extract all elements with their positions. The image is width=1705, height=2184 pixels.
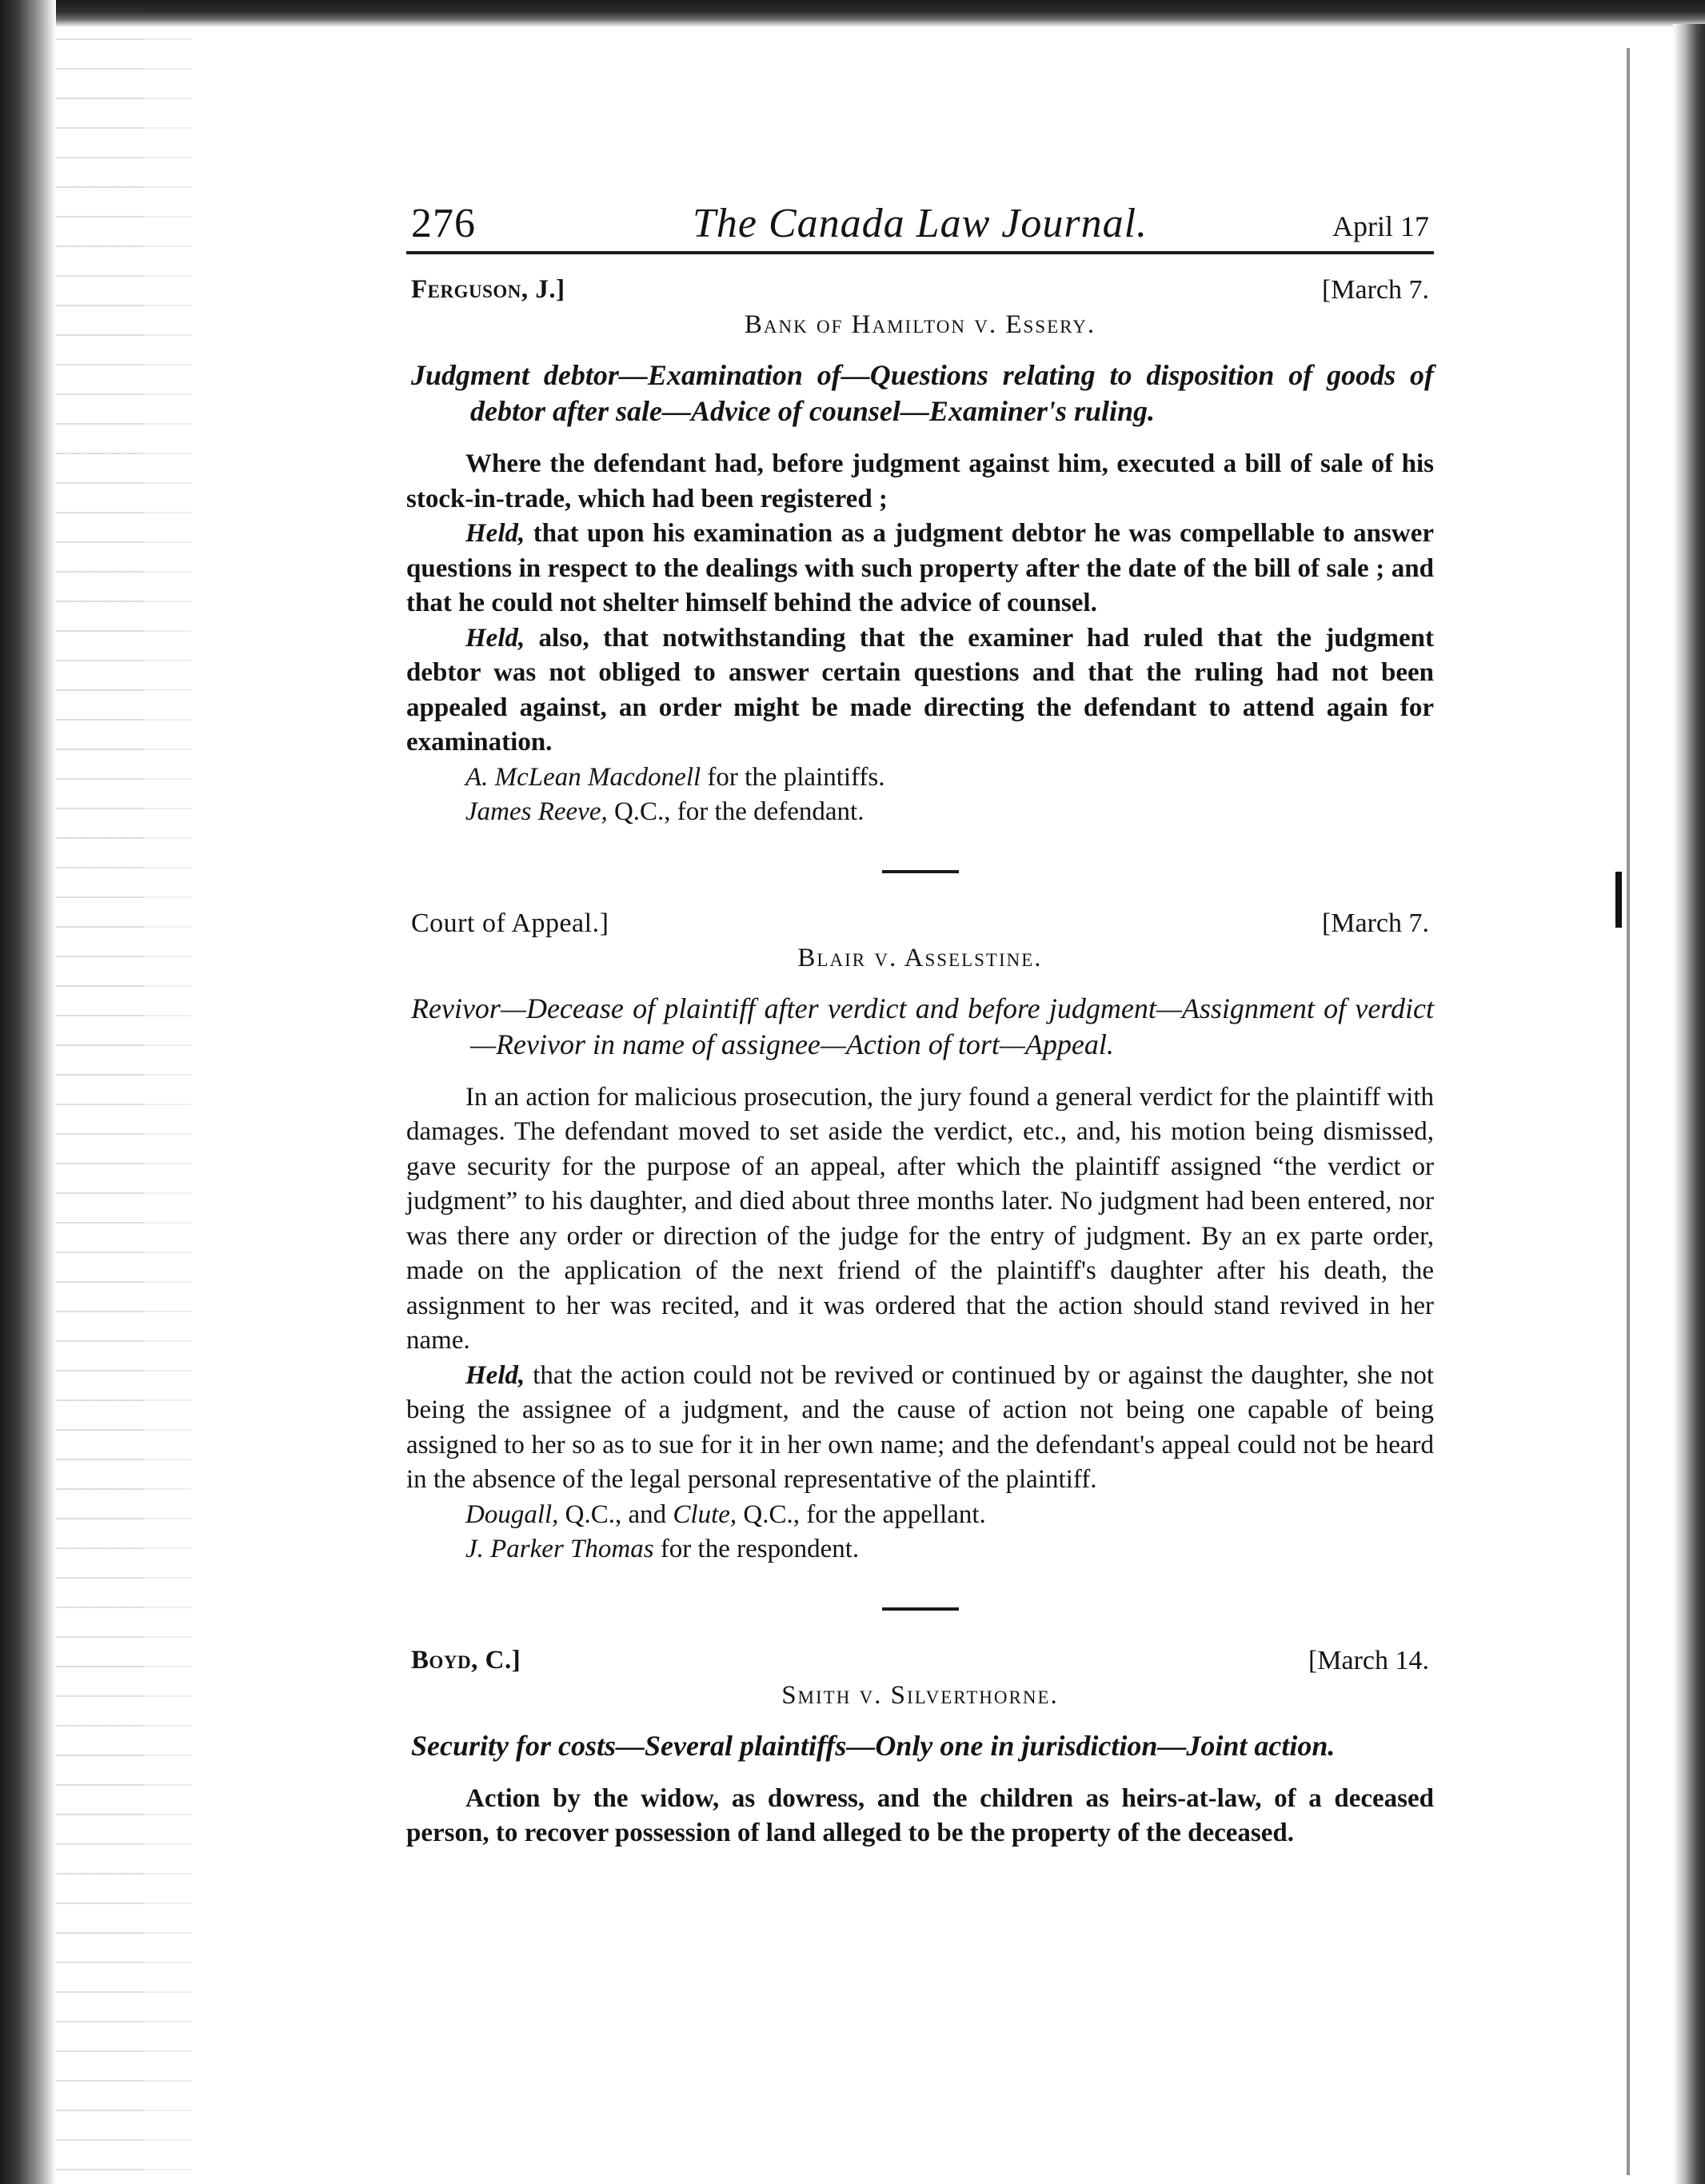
- case-report: [406, 908, 1434, 1567]
- case-paragraph: [406, 1359, 1434, 1498]
- counsel-role: Q.C., for the appellant.: [737, 1499, 986, 1529]
- counsel-name: J. Parker Thomas: [465, 1535, 654, 1563]
- case-report: [406, 1646, 1434, 1851]
- case-title: Blair v. Asselstine.: [797, 943, 1043, 972]
- court-designation: Boyd, C.]: [411, 1645, 521, 1675]
- counsel-line: [406, 1498, 1434, 1533]
- counsel-line: [406, 1532, 1434, 1567]
- journal-title: The Canada Law Journal.: [692, 201, 1148, 246]
- paragraph-text: In an action for malicious prosecution, the jury found a general verdict for the plaintiff with damages. The defendant moved to set aside the verdict, etc., and, his motion being dismissed, gave security for the purpose of an appeal, after which the plaintiff assigned “the verdict or judgment” to his daughter, and died about three months later. No judgment had been entered, nor was there any order or direction of the judge for the entry of judgment. By an ex parte order, made on the application of the next friend of the plaintiff's daughter after his death, the assignment to her was recited, and it was ordered that the action should stand revived in her name.: [406, 1082, 1434, 1355]
- scan-left-noise-faint: [144, 0, 192, 2184]
- counsel-name: Dougall,: [465, 1499, 559, 1529]
- counsel-name: James Reeve,: [465, 797, 608, 826]
- paragraph-lead: Held,: [465, 519, 525, 548]
- counsel-role: Q.C., and: [558, 1499, 673, 1529]
- court-designation: Ferguson, J.]: [411, 275, 565, 304]
- paragraph-text: that upon his examination as a judgment debtor he was compellable to answer questions in respect to the dealings with such property after the date of the bill of sale ; and that he could not shelter himself behind the advice of counsel.: [406, 519, 1434, 617]
- case-meta: [406, 1646, 1434, 1684]
- running-head: [406, 200, 1434, 254]
- decision-date: [March 7.: [1321, 908, 1429, 938]
- issue-date: April 17: [1332, 210, 1429, 242]
- paragraph-text: Action by the widow, as dowress, and the children as heirs-at-law, of a deceased person, to recover possession of land alleged to be the property of the deceased.: [406, 1783, 1434, 1847]
- counsel-name: A. McLean Macdonell: [465, 762, 701, 792]
- case-meta: [406, 275, 1434, 313]
- counsel-role: for the respondent.: [653, 1535, 860, 1563]
- paragraph-lead: Held,: [465, 1360, 525, 1390]
- case-headnote: Revivor—Decease of plaintiff after verdict and before judgment—Assignment of verdict—Revivor in name of assignee—Action of tort—Appeal.: [411, 992, 1434, 1060]
- case-paragraph: [406, 447, 1434, 517]
- counsel-name: Clute,: [673, 1499, 737, 1529]
- counsel-role: for the plaintiffs.: [701, 762, 885, 792]
- counsel-role: Q.C., for the defendant.: [607, 797, 864, 826]
- counsel-line: [406, 761, 1434, 796]
- section-divider: [882, 1607, 959, 1611]
- scan-right-line: [1627, 48, 1630, 2175]
- case-title: Bank of Hamilton v. Essery.: [744, 310, 1096, 339]
- case-meta: [406, 908, 1434, 947]
- case-paragraph: [406, 517, 1434, 621]
- paragraph-lead: Held,: [465, 623, 525, 653]
- case-headnote: Security for costs—Several plaintiffs—Only one in jurisdiction—Joint action.: [411, 1729, 1336, 1762]
- journal-page: [406, 200, 1434, 1851]
- case-paragraph: [406, 1782, 1434, 1851]
- scan-left-binding-shadow: [0, 0, 56, 2184]
- paragraph-text: that the action could not be revived or continued by or against the daughter, she not being the assignee of a judgment, and the cause of action not being one capable of being assigned to her so as to sue for it in her own name; and the defendant's appeal could not be heard in the absence of the legal personal representative of the plaintiff.: [406, 1360, 1434, 1494]
- case-headnote: Judgment debtor—Examination of—Questions relating to disposition of goods of debtor after sale—Advice of counsel—Examiner's ruling.: [411, 359, 1434, 427]
- scan-right-edge: [1673, 24, 1705, 2184]
- counsel-line: [406, 795, 1434, 830]
- scan-top-edge: [0, 0, 1705, 27]
- page-number: 276: [411, 201, 476, 246]
- case-paragraph: [406, 1080, 1434, 1359]
- decision-date: [March 7.: [1321, 275, 1429, 305]
- paragraph-text: Where the defendant had, before judgment against him, executed a bill of sale of his stock-in-trade, which had been registered ;: [406, 449, 1434, 513]
- scan-left-noise: [56, 0, 144, 2184]
- case-title: Smith v. Silverthorne.: [781, 1680, 1059, 1710]
- court-designation: Court of Appeal.]: [411, 908, 609, 938]
- decision-date: [March 14.: [1308, 1645, 1429, 1675]
- scan-right-mark: [1615, 872, 1622, 928]
- section-divider: [882, 870, 959, 873]
- case-report: [406, 275, 1434, 830]
- case-paragraph: [406, 621, 1434, 761]
- paragraph-text: also, that notwithstanding that the examiner had ruled that the judgment debtor was not obliged to answer certain questions and that the ruling had not been appealed against, an order might be made directing the defendant to attend again for examination.: [406, 623, 1434, 757]
